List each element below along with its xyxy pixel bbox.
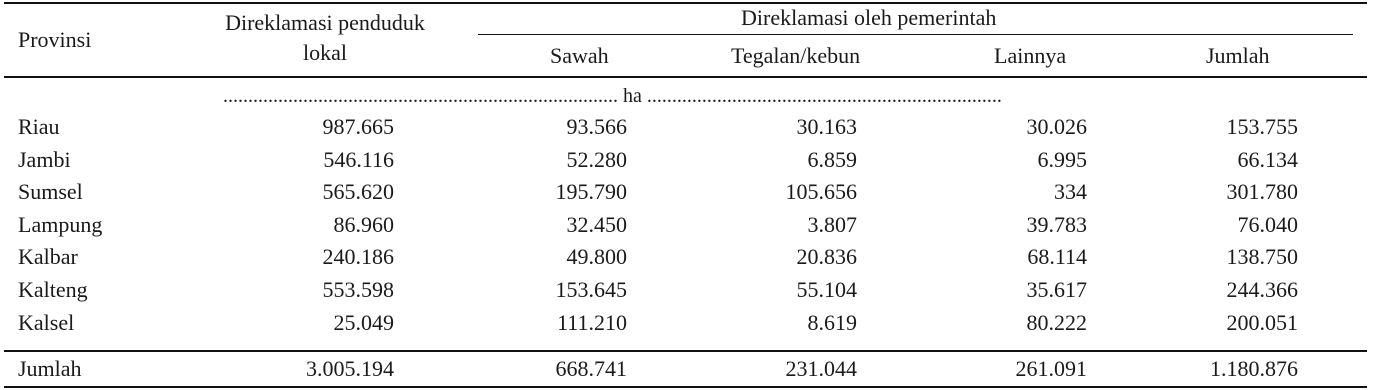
header-jumlah: Jumlah — [1206, 43, 1270, 68]
total-lainnya: 261.091 — [1015, 356, 1087, 381]
cell-jumlah: 153.755 — [1226, 114, 1298, 139]
cell-lokal: 25.049 — [333, 309, 394, 335]
header-lokal-line2: lokal — [303, 40, 347, 65]
cell-lainnya: 39.783 — [1026, 211, 1087, 237]
total-tegalan: 231.044 — [785, 356, 857, 381]
total-sawah: 668.741 — [555, 356, 627, 381]
cell-jumlah: 244.366 — [1226, 277, 1298, 302]
cell-provinsi: Kalsel — [18, 309, 75, 335]
cell-sawah: 153.645 — [555, 277, 627, 302]
total-lokal: 3.005.194 — [306, 356, 394, 381]
cell-lainnya: 30.026 — [1026, 114, 1087, 139]
cell-sawah: 32.450 — [566, 211, 627, 237]
cell-lokal: 553.598 — [322, 277, 394, 302]
cell-provinsi: Kalbar — [18, 244, 78, 270]
cell-provinsi: Lampung — [18, 211, 103, 237]
cell-jumlah: 66.134 — [1237, 146, 1298, 172]
total-jumlah: 1.180.876 — [1210, 356, 1298, 381]
cell-jumlah: 301.780 — [1226, 179, 1298, 205]
top-rule — [4, 2, 1367, 4]
cell-tegalan: 55.104 — [796, 277, 857, 302]
cell-tegalan: 30.163 — [796, 114, 857, 139]
cell-sawah: 111.210 — [557, 309, 627, 335]
pemerintah-rule — [478, 34, 1353, 35]
cell-tegalan: 105.656 — [785, 179, 857, 205]
unit-row: ............................................................................... ha ....................................................................... — [223, 85, 1002, 107]
cell-sawah: 52.280 — [566, 146, 627, 172]
cell-lainnya: 6.995 — [1037, 146, 1087, 172]
header-lokal-line1: Direklamasi penduduk — [225, 10, 425, 35]
total-rule — [4, 350, 1367, 352]
header-sawah: Sawah — [550, 43, 609, 68]
cell-jumlah: 76.040 — [1237, 211, 1298, 237]
header-bottom-rule — [4, 76, 1367, 78]
cell-lainnya: 334 — [1054, 179, 1087, 205]
bottom-rule — [4, 386, 1367, 388]
header-pemerintah: Direklamasi oleh pemerintah — [741, 5, 997, 30]
cell-provinsi: Kalteng — [18, 277, 88, 302]
cell-provinsi: Riau — [18, 114, 60, 139]
cell-lokal: 240.186 — [322, 244, 394, 270]
cell-lokal: 987.665 — [322, 114, 394, 139]
header-provinsi: Provinsi — [18, 27, 92, 52]
total-provinsi: Jumlah — [18, 356, 82, 381]
cell-sawah: 195.790 — [555, 179, 627, 205]
header-lainnya: Lainnya — [994, 43, 1067, 68]
header-tegalan: Tegalan/kebun — [731, 43, 861, 68]
cell-lokal: 86.960 — [333, 211, 394, 237]
cell-provinsi: Jambi — [18, 146, 71, 172]
cell-lokal: 546.116 — [323, 146, 394, 172]
cell-tegalan: 8.619 — [807, 309, 857, 335]
cell-lainnya: 68.114 — [1027, 244, 1087, 270]
cell-tegalan: 3.807 — [807, 211, 857, 237]
cell-provinsi: Sumsel — [18, 179, 83, 205]
cell-jumlah: 200.051 — [1226, 309, 1298, 335]
cell-lainnya: 35.617 — [1026, 277, 1087, 302]
cell-lokal: 565.620 — [322, 179, 394, 205]
cell-tegalan: 20.836 — [796, 244, 857, 270]
cell-sawah: 49.800 — [566, 244, 627, 270]
cell-tegalan: 6.859 — [807, 146, 857, 172]
cell-jumlah: 138.750 — [1226, 244, 1298, 270]
cell-sawah: 93.566 — [566, 114, 627, 139]
cell-lainnya: 80.222 — [1026, 309, 1087, 335]
